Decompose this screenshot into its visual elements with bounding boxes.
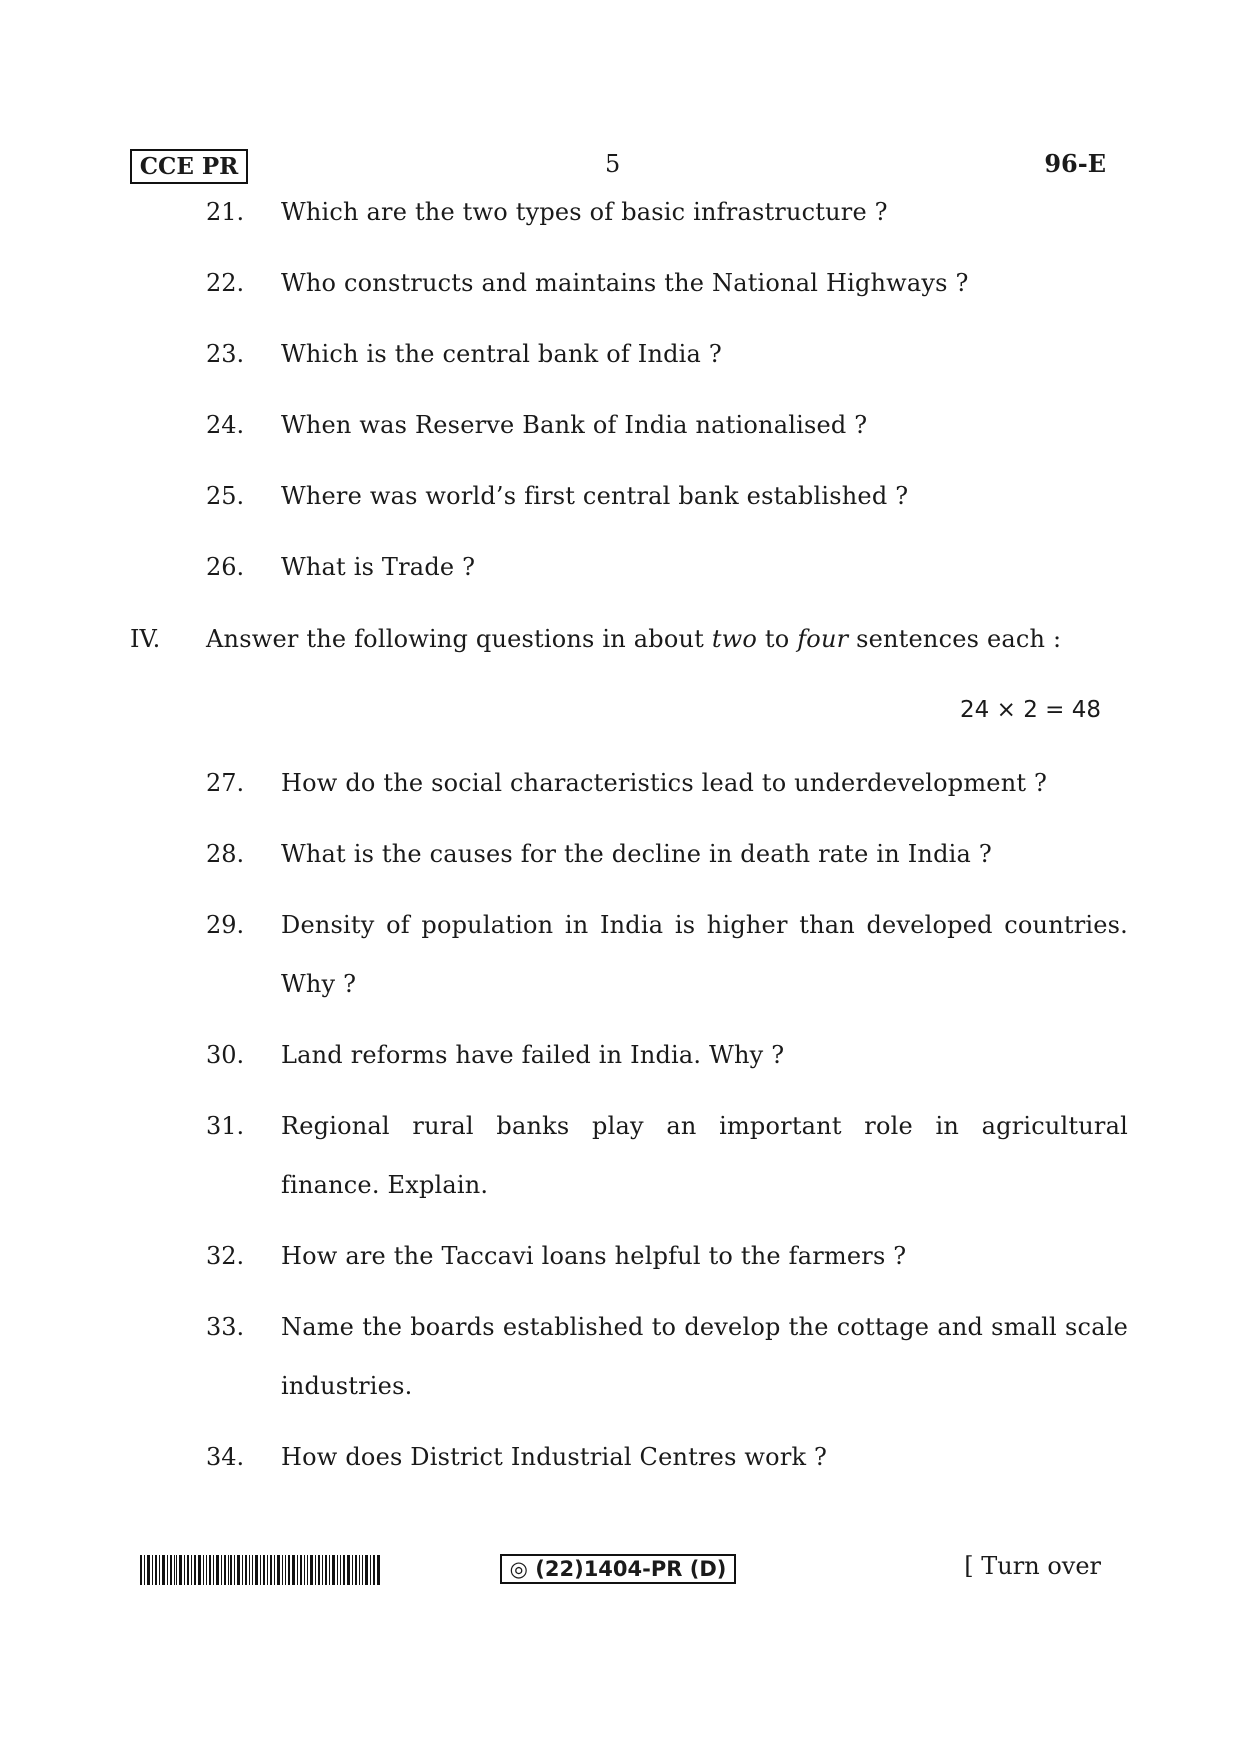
question-text: Which is the central bank of India ?	[281, 340, 722, 368]
question-number: 29.	[206, 911, 245, 939]
header-label: CCE PR	[139, 153, 239, 180]
question-text: How does District Industrial Centres work ?	[281, 1443, 828, 1471]
section-instruction	[206, 625, 1061, 653]
question-text: How do the social characteristics lead to underdevelopment ?	[281, 769, 1048, 797]
question-number: 23.	[206, 340, 245, 368]
question-number: 28.	[206, 840, 245, 868]
question-number: 33.	[206, 1313, 245, 1341]
page-number: 5	[605, 150, 621, 178]
question-number: 22.	[206, 269, 245, 297]
question-number: 27.	[206, 769, 245, 797]
barcode-image	[140, 1555, 380, 1585]
instruction-pre: Answer the following questions in about	[206, 625, 712, 653]
header-label-box	[130, 149, 248, 184]
instruction-post: sentences each :	[848, 625, 1062, 653]
question-text: Where was world’s first central bank established ?	[281, 482, 909, 510]
question-number: 21.	[206, 198, 245, 226]
question-number: 24.	[206, 411, 245, 439]
question-text: What is Trade ?	[281, 553, 476, 581]
question-number: 32.	[206, 1242, 245, 1270]
question-text: Who constructs and maintains the National Highways ?	[281, 269, 969, 297]
question-text: Land reforms have failed in India. Why ?	[281, 1041, 785, 1069]
question-text-line1: Regional rural banks play an important role in agricultural	[281, 1112, 1128, 1140]
question-text: When was Reserve Bank of India nationalised ?	[281, 411, 868, 439]
footer-code-box	[500, 1554, 736, 1584]
question-number: 25.	[206, 482, 245, 510]
section-roman: IV.	[130, 625, 161, 653]
question-text-line1: Density of population in India is higher than developed countries.	[281, 911, 1128, 939]
question-text-line2: industries.	[281, 1372, 413, 1400]
question-number: 31.	[206, 1112, 245, 1140]
question-text: How are the Taccavi loans helpful to the farmers ?	[281, 1242, 907, 1270]
paper-code: 96-E	[1044, 149, 1106, 178]
instruction-mid: to	[757, 625, 798, 653]
question-text-line2: finance. Explain.	[281, 1171, 489, 1199]
instruction-em-four: four	[797, 625, 849, 653]
question-number: 30.	[206, 1041, 245, 1069]
question-number: 26.	[206, 553, 245, 581]
question-text-line1: Name the boards established to develop the cottage and small scale	[281, 1313, 1128, 1341]
question-text: What is the causes for the decline in death rate in India ?	[281, 840, 992, 868]
marks-allocation: 24 × 2 = 48	[960, 697, 1101, 723]
question-text-line2: Why ?	[281, 970, 357, 998]
footer-code: ◎ (22)1404-PR (D)	[509, 1557, 727, 1581]
turn-over: [ Turn over	[964, 1552, 1101, 1580]
question-text: Which are the two types of basic infrastructure ?	[281, 198, 888, 226]
question-number: 34.	[206, 1443, 245, 1471]
instruction-em-two: two	[711, 625, 758, 653]
